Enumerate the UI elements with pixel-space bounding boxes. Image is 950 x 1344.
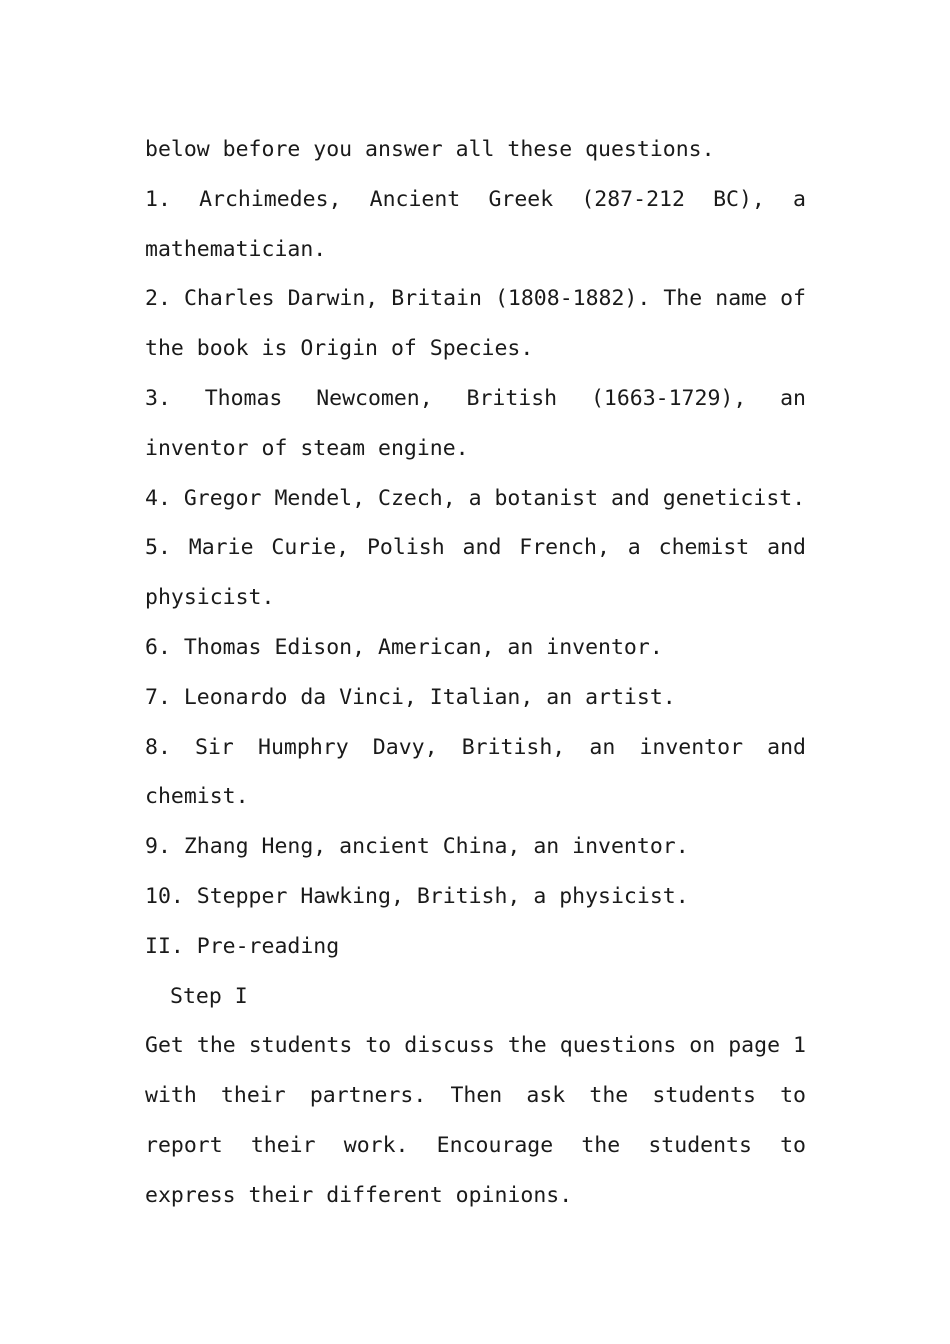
list-item: 5. Marie Curie, Polish and French, a chemist and physicist.: [145, 535, 806, 611]
list-item: 2. Charles Darwin, Britain (1808-1882). The name of the book is Origin of Species.: [145, 286, 806, 362]
list-item: 1. Archimedes, Ancient Greek (287-212 BC), a mathematician.: [145, 186, 806, 262]
list-item: 10. Stepper Hawking, British, a physicist.: [145, 883, 689, 909]
step-paragraph: Get the students to discuss the questions on page 1 with their partners. Then ask the students to report their work. Encourage the students to express their different opinions.: [145, 1033, 806, 1208]
list-item: 3. Thomas Newcomen, British (1663-1729), an inventor of steam engine.: [145, 385, 806, 461]
list-item: 6. Thomas Edison, American, an inventor.: [145, 634, 663, 660]
list-item: 4. Gregor Mendel, Czech, a botanist and geneticist.: [145, 485, 806, 511]
intro-line: below before you answer all these questions.: [145, 137, 715, 162]
section-heading: II. Pre-reading: [145, 933, 340, 959]
step-heading: Step I: [170, 983, 248, 1009]
list-item: 7. Leonardo da Vinci, Italian, an artist.: [145, 684, 676, 710]
list-item: 9. Zhang Heng, ancient China, an inventor.: [145, 834, 689, 860]
list-item: 8. Sir Humphry Davy, British, an inventor and chemist.: [145, 734, 806, 810]
document-body: [145, 125, 806, 1221]
